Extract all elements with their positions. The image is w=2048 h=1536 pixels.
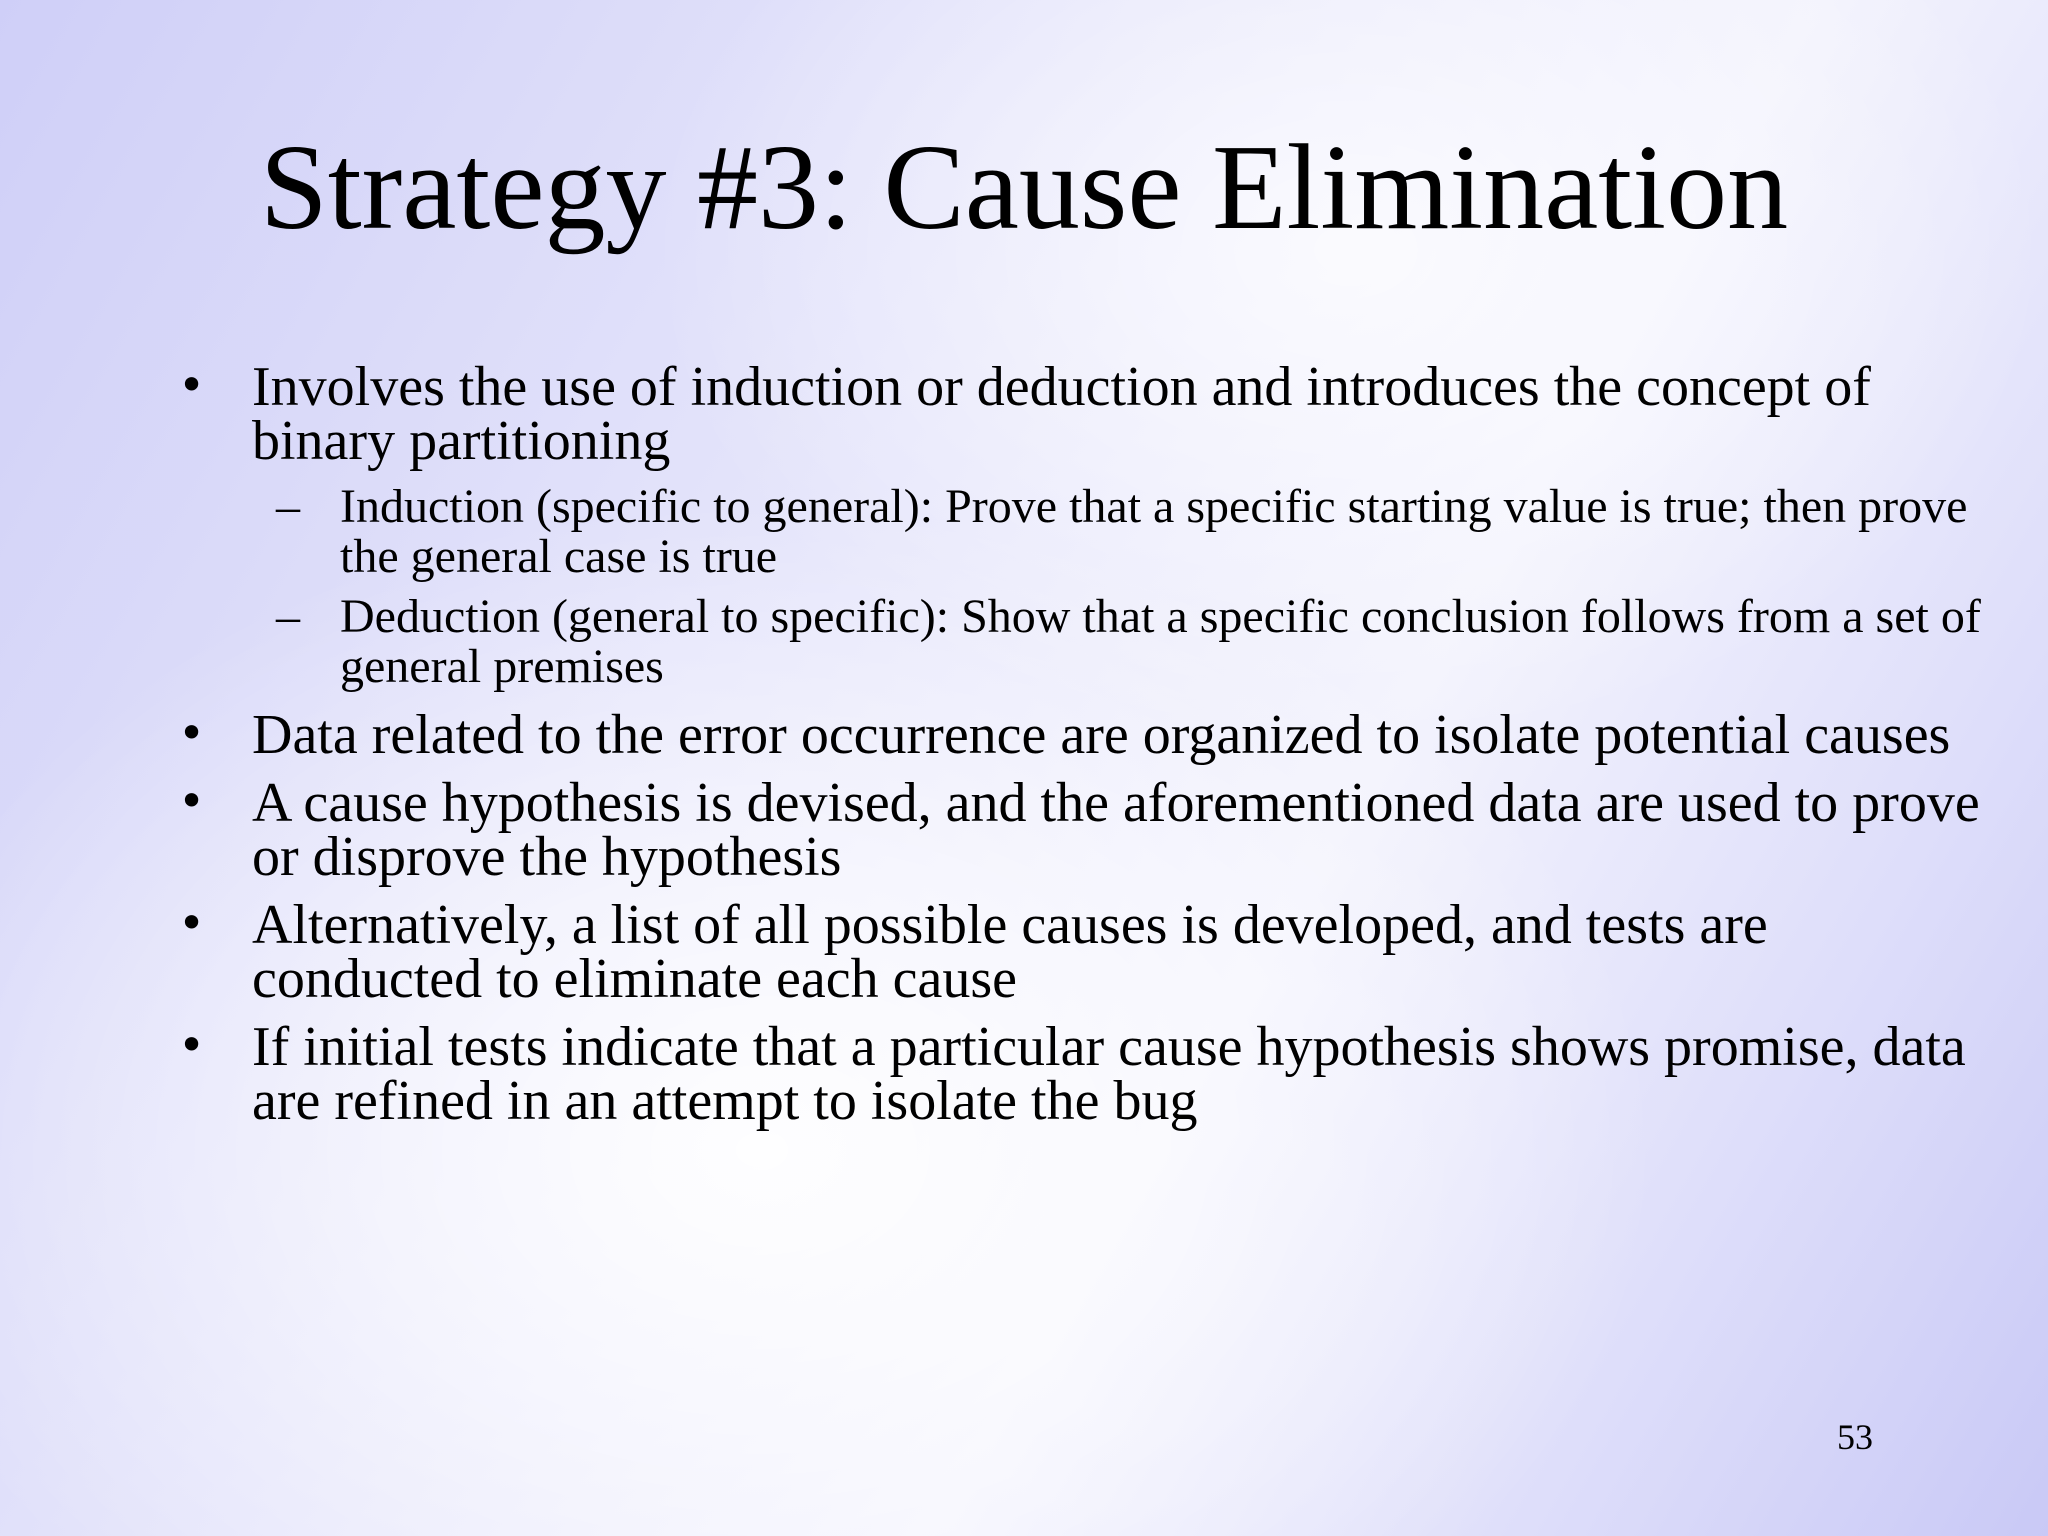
bullet-item	[170, 356, 2000, 472]
sub-bullet-text: Induction (specific to general): Prove that a specific starting value is true; then prove the general case is true	[340, 480, 1968, 583]
bullet-list	[170, 356, 2000, 1142]
bullet-icon: •	[178, 706, 206, 760]
sub-bullet-item	[170, 482, 2000, 582]
bullet-text: If initial tests indicate that a particular cause hypothesis shows promise, data are refined in an attempt to isolate the bug	[252, 1016, 1966, 1132]
sub-bullet-list	[170, 482, 2000, 692]
bullet-icon: •	[178, 358, 206, 412]
slide-title: Strategy #3: Cause Elimination	[259, 120, 1789, 255]
bullet-icon: •	[178, 1018, 206, 1072]
sub-bullet-item	[170, 592, 2000, 692]
bullet-text: A cause hypothesis is devised, and the aforementioned data are used to prove or disprove the hypothesis	[252, 772, 1980, 888]
bullet-text: Data related to the error occurrence are organized to isolate potential causes	[252, 704, 1951, 766]
bullet-item	[170, 704, 2000, 766]
bullet-text: Alternatively, a list of all possible causes is developed, and tests are conducted to eliminate each cause	[252, 894, 1768, 1010]
dash-icon: –	[276, 480, 300, 533]
bullet-item	[170, 1016, 2000, 1132]
bullet-icon: •	[178, 774, 206, 828]
sub-bullet-text: Deduction (general to specific): Show that a specific conclusion follows from a set of general premises	[340, 590, 1981, 693]
bullet-text: Involves the use of induction or deduction and introduces the concept of binary partitioning	[252, 356, 1871, 472]
bullet-icon: •	[178, 896, 206, 950]
bullet-item	[170, 894, 2000, 1010]
dash-icon: –	[276, 590, 300, 643]
page-number: 53	[1837, 1417, 1873, 1457]
bullet-item	[170, 772, 2000, 888]
